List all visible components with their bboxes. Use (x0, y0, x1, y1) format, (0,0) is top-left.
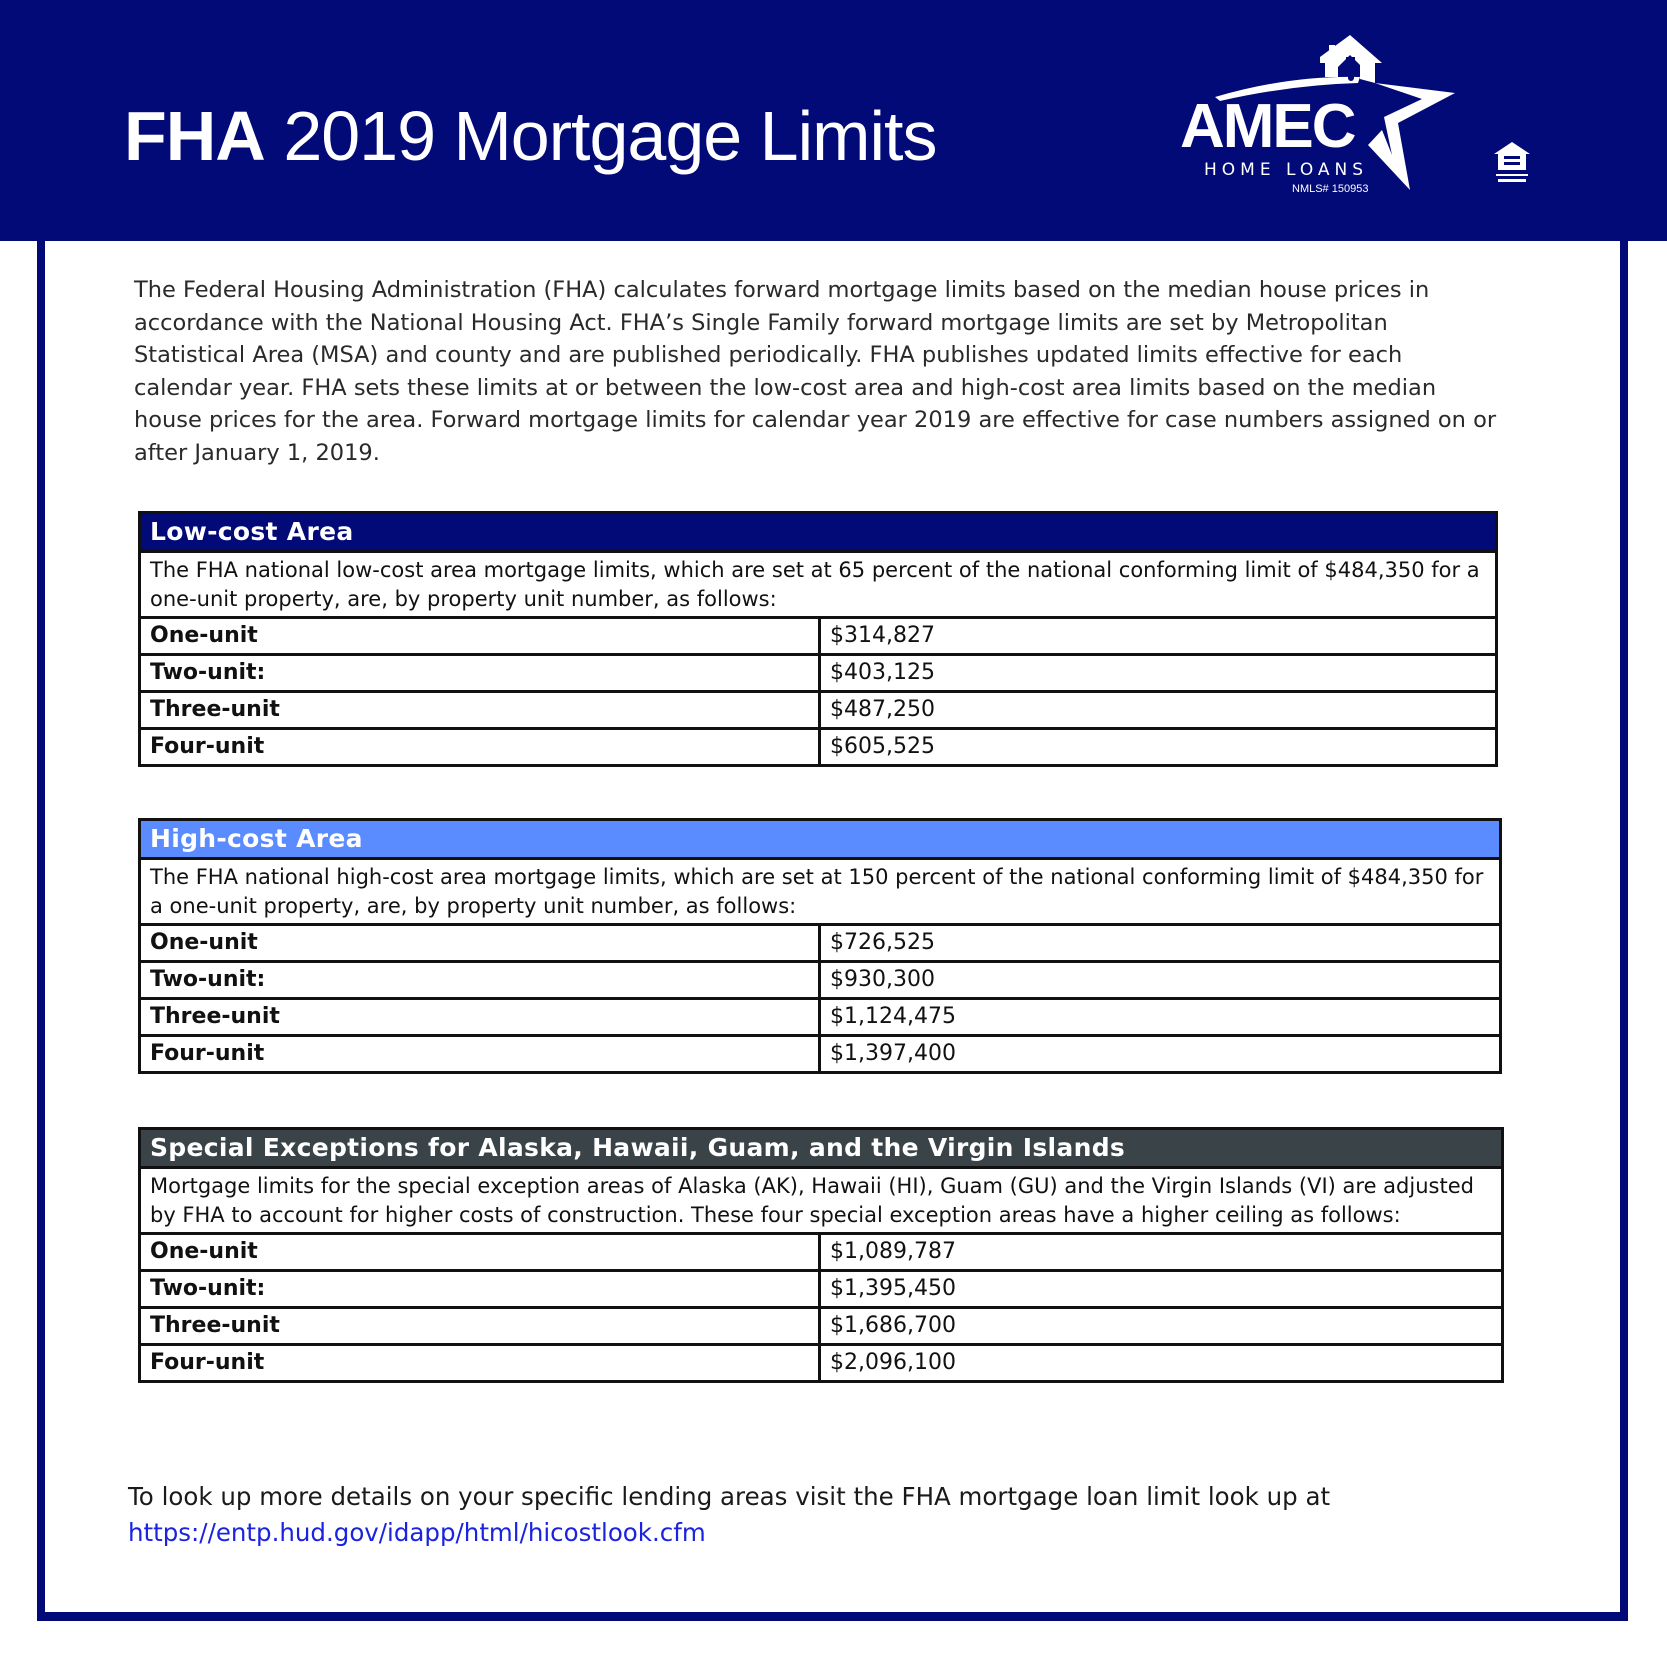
table-header (140, 513, 1497, 552)
row-label: Three-unit (140, 692, 820, 729)
row-value: $314,827 (820, 618, 1497, 655)
table-title: Low-cost Area (140, 513, 1497, 552)
title-rest: 2019 Mortgage Limits (264, 97, 937, 175)
row-label: Two-unit: (140, 655, 820, 692)
row-label: One-unit (140, 618, 820, 655)
table-row (140, 1345, 1503, 1382)
row-value: $1,089,787 (820, 1234, 1503, 1271)
table-title: Special Exceptions for Alaska, Hawaii, Guam, and the Virgin Islands (140, 1129, 1503, 1168)
row-value: $1,124,475 (820, 999, 1501, 1036)
table-row (140, 925, 1501, 962)
table-row (140, 729, 1497, 766)
row-value: $605,525 (820, 729, 1497, 766)
row-label: Four-unit (140, 1036, 820, 1073)
table-row (140, 999, 1501, 1036)
row-label: Four-unit (140, 729, 820, 766)
high-cost-area-table (138, 818, 1502, 1074)
logo-nmls: NMLS# 150953 (1292, 183, 1369, 195)
table-description: The FHA national low-cost area mortgage limits, which are set at 65 percent of the national conforming limit of $484,350 for a one-unit property, are, by property unit number, as follows: (140, 552, 1497, 618)
table-row (140, 618, 1497, 655)
row-label: One-unit (140, 1234, 820, 1271)
table-row (140, 655, 1497, 692)
row-label: Three-unit (140, 1308, 820, 1345)
row-label: Two-unit: (140, 962, 820, 999)
row-label: Four-unit (140, 1345, 820, 1382)
footer-note (128, 1479, 1528, 1551)
table-header (140, 820, 1501, 859)
row-value: $1,397,400 (820, 1036, 1501, 1073)
equal-housing-lender-icon (1492, 140, 1532, 185)
header-banner (0, 0, 1667, 241)
table-row (140, 962, 1501, 999)
hud-lookup-link[interactable]: https://entp.hud.gov/idapp/html/hicostlook.cfm (128, 1518, 706, 1547)
table-row (140, 1234, 1503, 1271)
row-value: $487,250 (820, 692, 1497, 729)
table-description: The FHA national high-cost area mortgage limits, which are set at 150 percent of the national conforming limit of $484,350 for a one-unit property, are, by property unit number, as follows: (140, 859, 1501, 925)
row-value: $726,525 (820, 925, 1501, 962)
table-row (140, 1036, 1501, 1073)
footer-text: To look up more details on your specific lending areas visit the FHA mortgage loan limit look up at (128, 1482, 1331, 1511)
table-description: Mortgage limits for the special exception areas of Alaska (AK), Hawaii (HI), Guam (GU) and the Virgin Islands (VI) are adjusted by FHA to account for higher costs of construction. These four special exception areas have a higher ceiling as follows: (140, 1168, 1503, 1234)
table-title: High-cost Area (140, 820, 1501, 859)
row-value: $403,125 (820, 655, 1497, 692)
special-exceptions-table (138, 1127, 1504, 1383)
row-label: One-unit (140, 925, 820, 962)
table-header (140, 1129, 1503, 1168)
table-row (140, 1271, 1503, 1308)
page-title (124, 96, 936, 176)
row-label: Two-unit: (140, 1271, 820, 1308)
row-label: Three-unit (140, 999, 820, 1036)
table-row (140, 692, 1497, 729)
amec-logo (1170, 35, 1490, 205)
logo-subtitle: HOME LOANS (1204, 160, 1369, 180)
row-value: $2,096,100 (820, 1345, 1503, 1382)
row-value: $1,686,700 (820, 1308, 1503, 1345)
row-value: $1,395,450 (820, 1271, 1503, 1308)
logo-amec-text: AMEC (1180, 92, 1355, 161)
table-row (140, 1308, 1503, 1345)
low-cost-area-table (138, 511, 1498, 767)
row-value: $930,300 (820, 962, 1501, 999)
intro-paragraph: The Federal Housing Administration (FHA) calculates forward mortgage limits based on the median house prices in accordance with the National Housing Act. FHA’s Single Family forward mortgage limits are set by Metropolitan Statistical Area (MSA) and county and are published periodically. FHA publishes updated limits effective for each calendar year. FHA sets these limits at or between the low-cost area and high-cost area limits based on the median house prices for the area. Forward mortgage limits for calendar year 2019 are effective for case numbers assigned on or after January 1, 2019. (134, 277, 1497, 466)
title-bold: FHA (124, 97, 265, 175)
